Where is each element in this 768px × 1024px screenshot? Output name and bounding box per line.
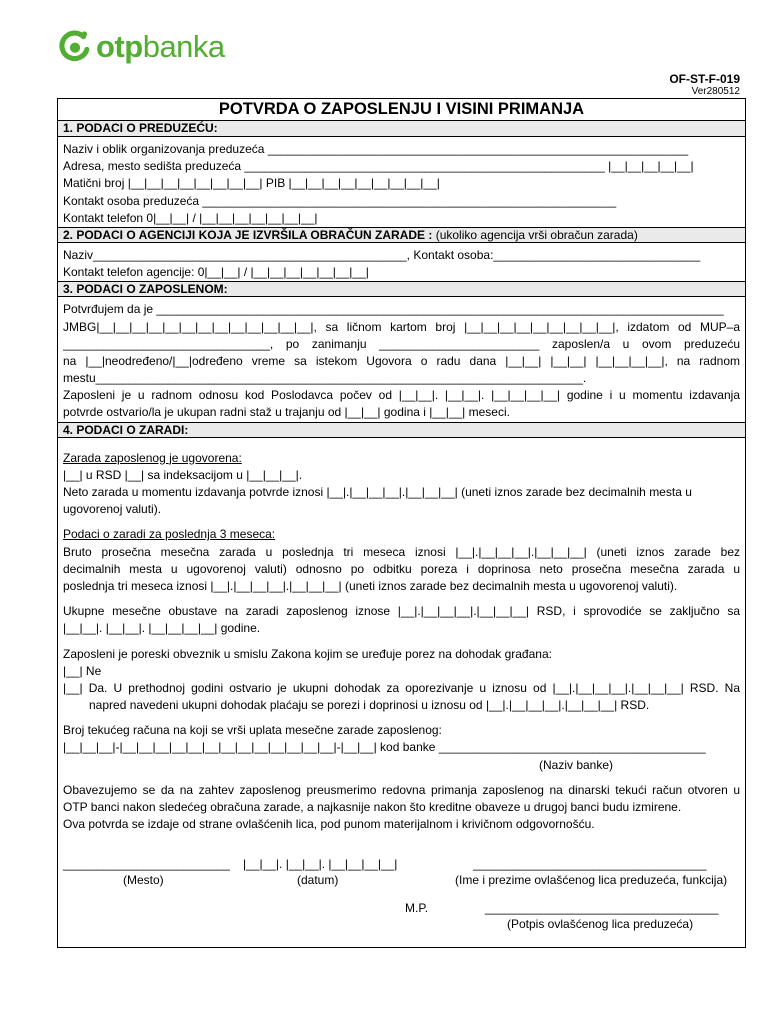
gross-average-field[interactable]: Bruto prosečna mesečna zarada u poslednja tri meseca iznosi |__|.|__|__|__|.|__|__|__| (uneti iznos zarade bez (63, 544, 740, 559)
section-3-body (58, 297, 745, 421)
work-position-field[interactable]: mestu_________________________________________________________________________. (63, 371, 587, 386)
obligation-text-2: OTP banci nakon sledećeg obračuna zarade, a najkasnije nakon što kreditne obaveze u drugoj banci budu izmirene. (63, 800, 682, 814)
account-number-field[interactable]: |__|__|__|-|__|__|__|__|__|__|__|__|__|__|__|__|__|-|__|__| kod banke ________________________________________ (63, 740, 706, 755)
section-2-note: (ukoliko agencija vrši obračun zarada) (432, 227, 638, 242)
signature-area (63, 833, 740, 963)
salary-currency-field[interactable]: |__| u RSD |__| sa indeksacijom u |__|__|__|. (63, 467, 303, 482)
deductions-field[interactable]: Ukupne mesečne obustave na zaradi zaposlenog iznose |__|.|__|__|__|.|__|__|__| RSD, i sprovodiće se zaključno sa (63, 604, 740, 619)
tax-contributions-field[interactable]: napred navedeni ukupni dohodak plaćaju se porezi i doprinosi u iznosu od |__|.|__|__|__|.|__|__|__| RSD. (89, 698, 650, 713)
authorized-name-field[interactable]: ___________________________________ (473, 857, 707, 872)
company-name-field[interactable]: Naziv i oblik organizovanja preduzeća _______________________________________________________________ (63, 142, 689, 156)
net-salary-note: ugovorenoj valuti). (63, 502, 162, 517)
section-2-heading: 2. PODACI O AGENCIJI KOJA JE IZVRŠILA OBRAČUN ZARADE : (ukoliko agencija vrši obračun zarada) (58, 227, 745, 243)
date-field[interactable]: |__|__|. |__|__|. |__|__|__|__| (243, 857, 398, 872)
agreed-salary-title: Zarada zaposlenog je ugovorena: (63, 450, 242, 465)
employee-jmbg-field[interactable]: JMBG|__|__|__|__|__|__|__|__|__|__|__|__|__|, sa ličnom kartom broj |__|__|__|__|__|__|__|__|__|, izdatom od MUP–a (63, 319, 740, 334)
section-4-heading: 4. PODACI O ZARADI: (58, 422, 745, 438)
account-number-label: Broj tekućeg računa na koji se vrši uplata mesečne zarade zaposlenog: (63, 723, 442, 738)
section-3-heading: 3. PODACI O ZAPOSLENOM: (58, 281, 745, 297)
date-caption: (datum) (297, 873, 339, 888)
logo-text: otpbanka (96, 28, 225, 64)
place-field[interactable]: _________________________ (63, 857, 230, 872)
tax-payer-statement: Zaposleni je poreski obveznik u smislu Zakona kojim se uređuje porez na dohodak građana: (63, 646, 552, 661)
form-version: Ver280512 (691, 86, 740, 97)
net-salary-field[interactable]: Neto zarada u momentu izdavanja potvrde iznosi |__|.|__|__|__|.|__|__|__| (uneti iznos zarade bez decimalnih mesta u (63, 485, 692, 499)
form-frame (57, 98, 746, 948)
form-code: OF-ST-F-019 (669, 72, 740, 86)
signature-caption: (Potpis ovlašćenog lica preduzeća) (507, 917, 694, 932)
net-average-field[interactable]: poslednja tri meseca iznosi |__|.|__|__|__|.|__|__|__| (uneti iznos zarade bez decimalnih mesta u ugovorenoj valuti). (63, 578, 678, 593)
agency-phone-field[interactable]: Kontakt telefon agencije: 0|__|__| / |__|__|__|__|__|__|__| (63, 265, 369, 280)
bank-name-caption: (Naziv banke) (539, 757, 614, 772)
company-address-field[interactable]: Adresa, mesto sedišta preduzeća ______________________________________________________ |__|__|__|__|__| (63, 159, 694, 174)
company-contact-field[interactable]: Kontakt osoba preduzeća ______________________________________________________________ (63, 193, 617, 208)
employee-occupation-field[interactable]: _______________________________, po zanimanju ________________________ zaposlen/a u ovom preduzeću (63, 336, 740, 351)
obligation-text-1: Obavezujemo se da na zahtev zaposlenog preusmerimo redovna primanja zaposlenog na dinarski tekući račun otvoren u (63, 782, 740, 797)
section-4-body (58, 438, 745, 964)
employment-type-field[interactable]: na |__|neodređeno/|__|određeno vreme sa istekom Ugovora o radu dana |__|__| |__|__| |__|__|__|__|, na radnom (63, 353, 740, 368)
company-phone-field[interactable]: Kontakt telefon 0|__|__| / |__|__|__|__|__|__|__| (63, 210, 318, 225)
tax-yes-checkbox[interactable]: |__| Da. U prethodnoj godini ostvario je ukupni dohodak za oporezivanje u iznosu od |__|.|__|__|__|.|__|__|__| RSD. Na (63, 680, 740, 695)
employment-start-field[interactable]: Zaposleni je u radnom odnosu kod Poslodavca počev od |__|__|. |__|__|. |__|__|__|__| godine i u momentu izdavanja (63, 388, 740, 403)
section-1-heading: 1. PODACI O PREDUZEĆU: (58, 121, 745, 137)
otp-banka-logo (58, 26, 225, 66)
tax-no-checkbox[interactable]: |__| Ne (63, 663, 102, 678)
name-caption: (Ime i prezime ovlašćenog lica preduzeća, funkcija) (455, 873, 728, 888)
form-title: POTVRDA O ZAPOSLENJU I VISINI PRIMANJA (58, 99, 745, 121)
agency-name-contact-field[interactable]: Naziv_______________________________________________, Kontakt osoba:_______________________________ (63, 247, 701, 262)
obligation-text-3: Ova potvrda se izdaje od strane ovlašćenih lica, pod punom materijalnom i krivičnom odgovornošću. (63, 817, 595, 832)
gross-average-note: decimalnih mesta u ugovorenoj valuti) odnosno po odbitku poreza i doprinosa neto prosečna mesečna zarada u (63, 561, 740, 576)
signature-field[interactable]: ___________________________________ (485, 901, 719, 916)
section-1-body (58, 137, 745, 227)
company-id-pib-field[interactable]: Matični broj |__|__|__|__|__|__|__|__| PIB |__|__|__|__|__|__|__|__|__| (63, 176, 440, 191)
employee-name-field[interactable]: Potvrđujem da je _____________________________________________________________________________________ (63, 302, 724, 317)
last-3-months-title: Podaci o zaradi za poslednja 3 meseca: (63, 527, 276, 542)
stamp-label: M.P. (405, 901, 429, 916)
place-caption: (Mesto) (123, 873, 164, 888)
work-experience-field[interactable]: potvrde ostvario/la je ukupan radni staž u trajanju od |__|__| godina i |__|__| meseci. (63, 405, 510, 420)
otp-logo-icon (58, 29, 92, 63)
section-2-body (58, 243, 745, 281)
deductions-end-date-field[interactable]: |__|__|. |__|__|. |__|__|__|__| godine. (63, 621, 261, 636)
